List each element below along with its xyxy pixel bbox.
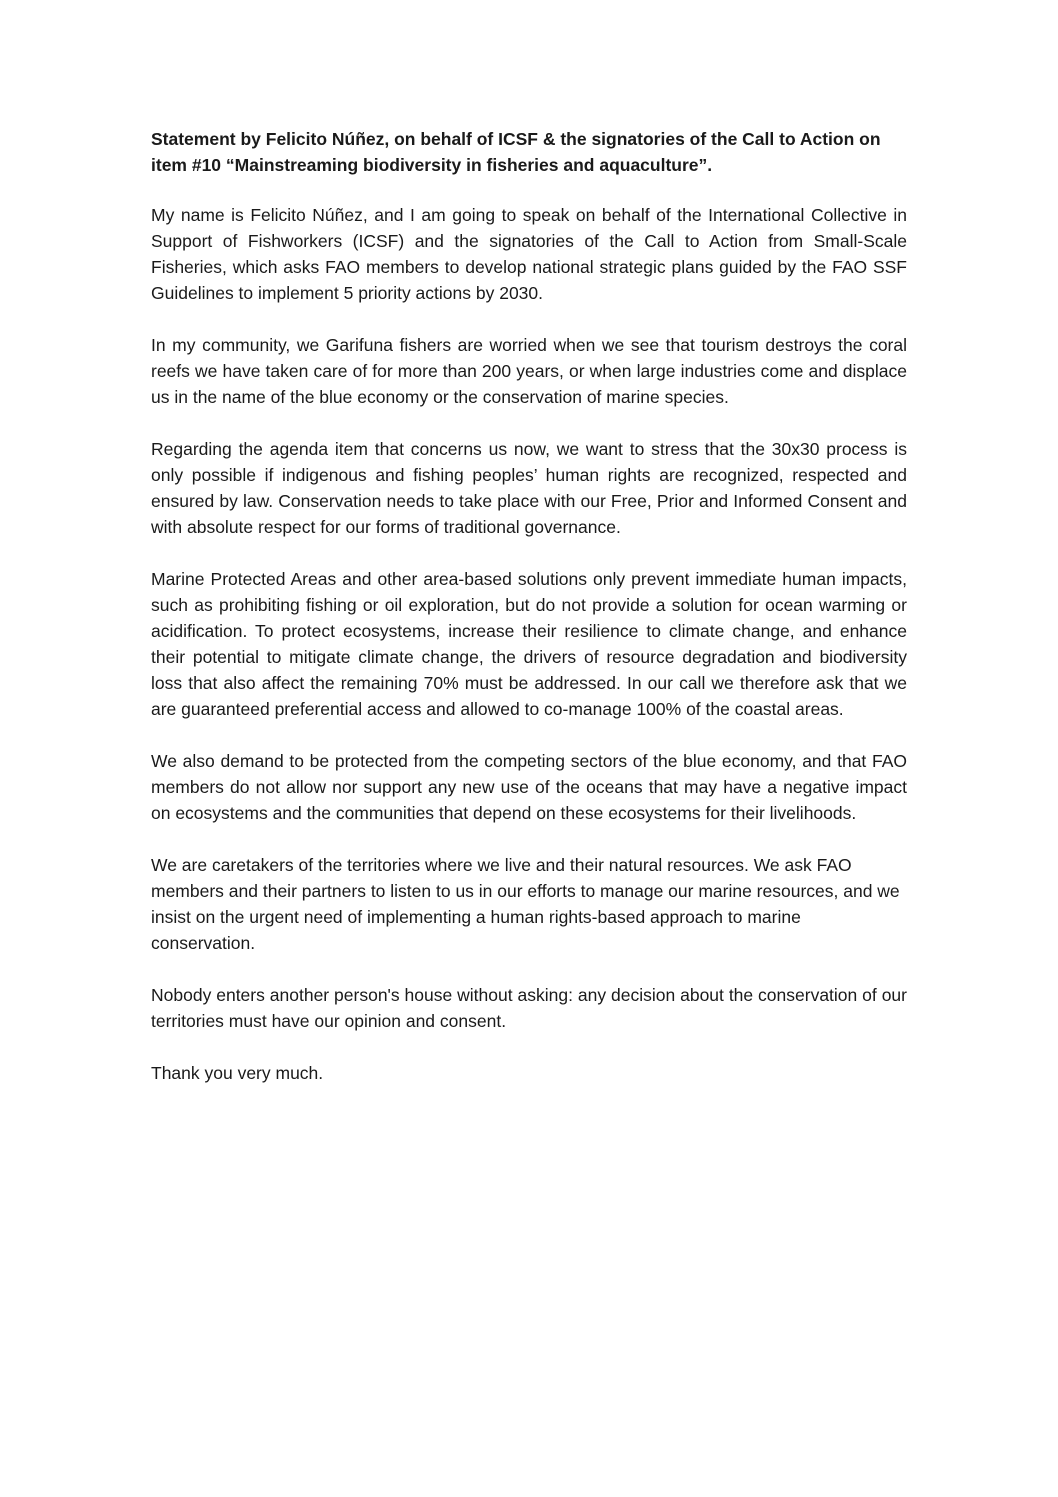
closing-line: Thank you very much. bbox=[151, 1063, 324, 1083]
paragraph-introduction: My name is Felicito Núñez, and I am going to speak on behalf of the International Collective in Support of Fishworkers (ICSF) and the signatories of the Call to Action from Small-Scale Fisheries, which asks FAO members to develop national strategic plans guided by the FAO SSF Guidelines to implement 5 priority actions by 2030. bbox=[151, 205, 907, 303]
paragraph-caretakers: We are caretakers of the territories where we live and their natural resources. We ask FAO members and their partners to listen to us in our efforts to manage our marine resources, and we insist on the urgent need of implementing a human rights-based approach to marine conservation. bbox=[151, 855, 900, 953]
statement-title: Statement by Felicito Núñez, on behalf of ICSF & the signatories of the Call to Action on item #10 “Mainstreaming biodiversity in fisheries and aquaculture”. bbox=[151, 129, 881, 175]
paragraph-community: In my community, we Garifuna fishers are worried when we see that tourism destroys the coral reefs we have taken care of for more than 200 years, or when large industries come and displace us in the name of the blue economy or the conservation of marine species. bbox=[151, 335, 907, 407]
document-page bbox=[151, 126, 907, 1086]
paragraph-consent: Nobody enters another person's house without asking: any decision about the conservation of our territories must have our opinion and consent. bbox=[151, 985, 907, 1031]
paragraph-blue-economy: We also demand to be protected from the competing sectors of the blue economy, and that FAO members do not allow nor support any new use of the oceans that may have a negative impact on ecosystems and the communities that depend on these ecosystems for their livelihoods. bbox=[151, 751, 907, 823]
paragraph-marine-protected-areas: Marine Protected Areas and other area-based solutions only prevent immediate human impacts, such as prohibiting fishing or oil exploration, but do not provide a solution for ocean warming or acidification. To protect ecosystems, increase their resilience to climate change, and enhance their potential to mitigate climate change, the drivers of resource degradation and biodiversity loss that also affect the remaining 70% must be addressed. In our call we therefore ask that we are guaranteed preferential access and allowed to co-manage 100% of the coastal areas. bbox=[151, 569, 907, 719]
paragraph-agenda-item: Regarding the agenda item that concerns us now, we want to stress that the 30x30 process is only possible if indigenous and fishing peoples’ human rights are recognized, respected and ensured by law. Conservation needs to take place with our Free, Prior and Informed Consent and with absolute respect for our forms of traditional governance. bbox=[151, 439, 907, 537]
